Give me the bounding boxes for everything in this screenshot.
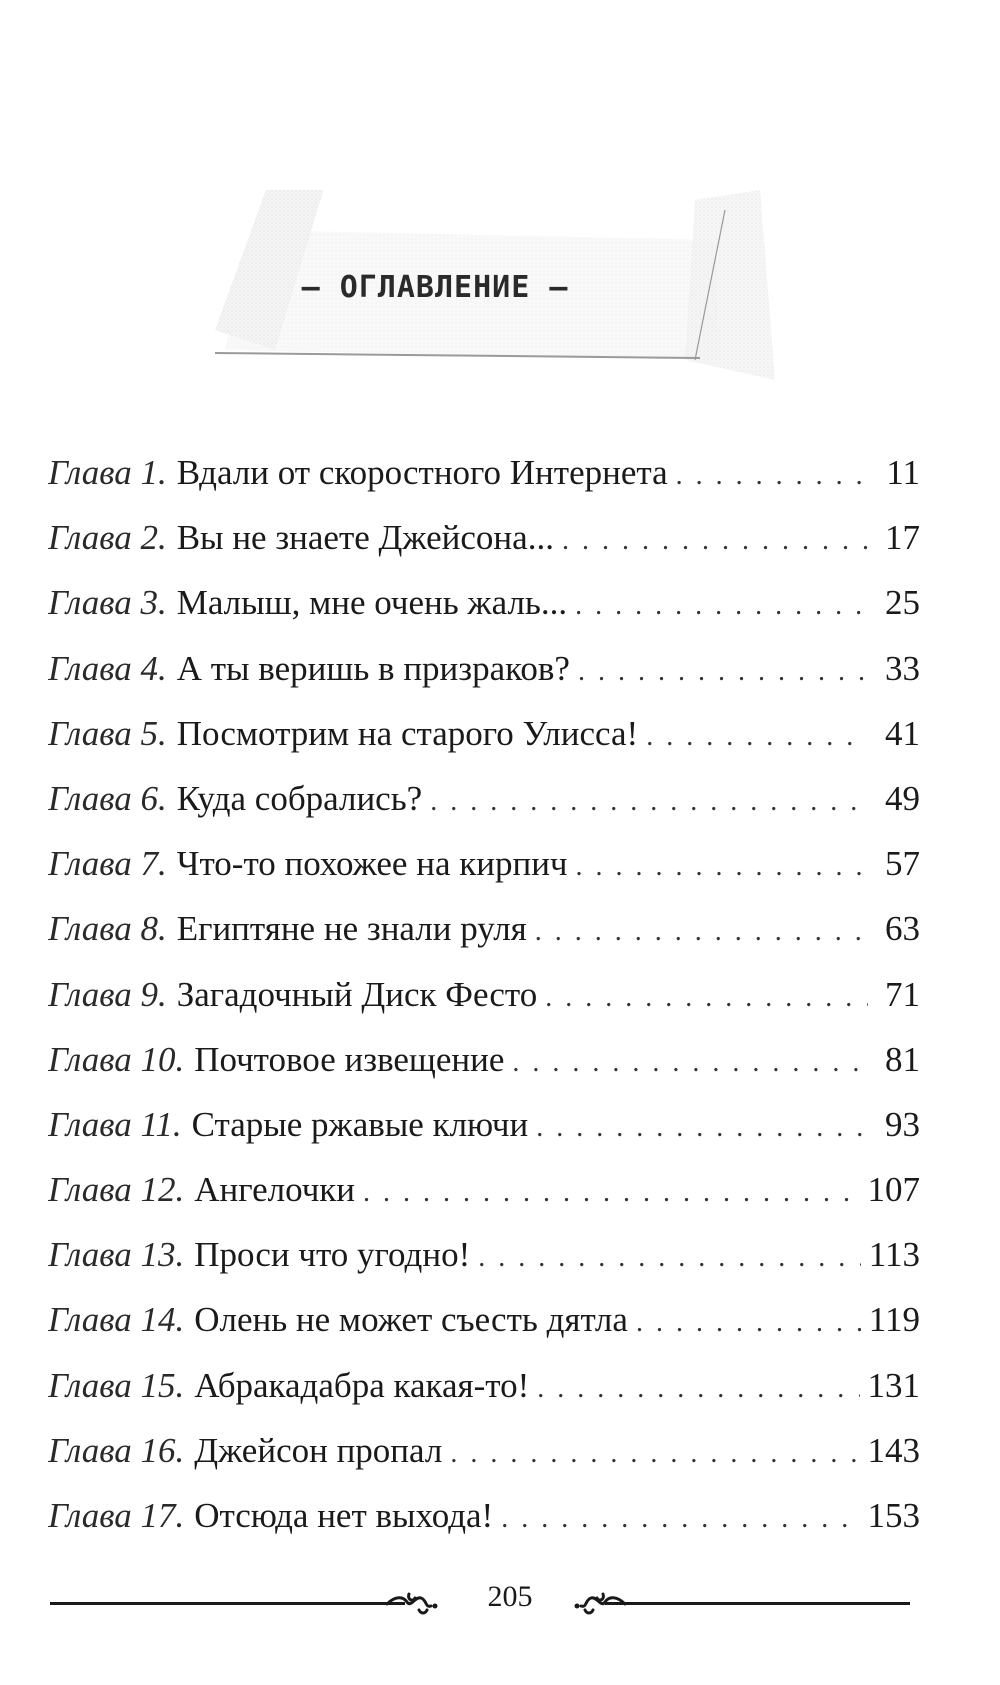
toc-entry	[48, 1430, 920, 1495]
chapter-title: Старые ржавые ключи	[191, 1104, 529, 1144]
chapter-page-number: 81	[885, 1039, 920, 1079]
chapter-title: Абракадабра какая-то!	[194, 1365, 530, 1405]
chapter-page-number: 113	[868, 1235, 920, 1275]
chapter-label: Глава 14.	[48, 1300, 185, 1340]
chapter-label: Глава 6.	[48, 778, 167, 818]
toc-entry	[48, 713, 920, 778]
chapter-title: Проси что угодно!	[194, 1235, 471, 1275]
chapter-page-number: 131	[867, 1365, 920, 1405]
chapter-page-number: 57	[885, 844, 920, 884]
chapter-title: Олень не может съесть дятла	[194, 1300, 628, 1340]
chapter-label: Глава 3.	[48, 583, 167, 623]
dot-leader	[578, 651, 868, 693]
chapter-label: Глава 10.	[48, 1039, 185, 1079]
chapter-title: Вы не знаете Джейсона...	[176, 518, 554, 558]
toc-entry	[48, 1234, 920, 1299]
chapter-label: Глава 1.	[48, 453, 167, 492]
page-footer	[40, 1580, 920, 1640]
chapter-title: Загадочный Диск Фесто	[176, 974, 538, 1014]
dot-leader	[450, 1433, 859, 1475]
chapter-title: Ангелочки	[194, 1170, 356, 1210]
chapter-title: Посмотрим на старого Улисса!	[176, 713, 639, 753]
dot-leader	[545, 977, 868, 1019]
dot-leader	[363, 1172, 859, 1214]
heading-text: ОГЛАВЛЕНИЕ	[339, 270, 531, 305]
dot-leader	[537, 1368, 859, 1410]
chapter-label: Глава 4.	[48, 648, 167, 688]
toc-entry	[48, 908, 920, 973]
heading-dash-right: –	[549, 270, 569, 305]
dot-leader	[501, 1498, 859, 1540]
dot-leader	[636, 1302, 861, 1344]
chapter-title: Малыш, мне очень жаль...	[176, 583, 568, 623]
chapter-label: Глава 13.	[48, 1235, 185, 1275]
chapter-label: Глава 11.	[48, 1104, 182, 1144]
toc-entry	[48, 778, 920, 843]
chapter-label: Глава 5.	[48, 713, 167, 753]
toc-entry	[48, 1299, 920, 1364]
chapter-title: Джейсон пропал	[194, 1430, 443, 1470]
chapter-label: Глава 16.	[48, 1430, 185, 1470]
chapter-title: Египтяне не знали руля	[176, 909, 527, 949]
dot-leader	[535, 911, 868, 953]
toc-entry	[48, 1365, 920, 1430]
chapter-title: Куда собрались?	[176, 778, 423, 818]
dot-leader	[562, 520, 868, 562]
dot-leader	[512, 1042, 868, 1084]
chapter-label: Глава 8.	[48, 909, 167, 949]
chapter-title: Отсюда нет выхода!	[194, 1496, 494, 1535]
chapter-page-number: 71	[885, 974, 920, 1014]
chapter-page-number: 153	[867, 1496, 920, 1535]
toc-entry	[48, 1169, 920, 1234]
dot-leader	[536, 1107, 868, 1149]
chapter-label: Глава 15.	[48, 1365, 185, 1405]
toc-entry	[48, 582, 920, 647]
toc-entry	[48, 517, 920, 582]
toc-entry	[48, 1104, 920, 1169]
chapter-label: Глава 9.	[48, 974, 167, 1014]
dot-leader	[575, 585, 868, 627]
chapter-page-number: 41	[885, 713, 920, 753]
chapter-title: Вдали от скоростного Интернета	[176, 453, 668, 492]
chapter-page-number: 17	[885, 518, 920, 558]
chapter-title: А ты веришь в призраков?	[176, 648, 570, 688]
chapter-title: Что-то похожее на кирпич	[176, 844, 568, 884]
chapter-page-number: 119	[868, 1300, 920, 1340]
dot-leader	[430, 781, 868, 823]
chapter-label: Глава 12.	[48, 1170, 185, 1210]
footer-rule-left	[50, 1602, 405, 1605]
dot-leader	[646, 716, 868, 758]
dot-leader	[478, 1237, 861, 1279]
chapter-page-number: 11	[886, 453, 920, 492]
chapter-page-number: 49	[885, 778, 920, 818]
footer-rule-right	[605, 1602, 910, 1605]
dot-leader	[676, 455, 868, 497]
toc-entry	[48, 648, 920, 713]
chapter-page-number: 107	[867, 1170, 920, 1210]
toc-entry	[48, 452, 920, 517]
page-number: 205	[487, 1580, 533, 1613]
chapter-label: Глава 7.	[48, 844, 167, 884]
toc-heading	[215, 270, 655, 305]
chapter-title: Почтовое извещение	[194, 1039, 505, 1079]
toc-entry	[48, 843, 920, 908]
toc-entry	[48, 974, 920, 1039]
chapter-page-number: 33	[885, 648, 920, 688]
chapter-page-number: 93	[885, 1104, 920, 1144]
chapter-page-number: 25	[885, 583, 920, 623]
chapter-label: Глава 17.	[48, 1496, 185, 1535]
chapter-label: Глава 2.	[48, 518, 167, 558]
ornament-left-icon	[385, 1588, 440, 1618]
chapter-page-number: 63	[885, 909, 920, 949]
dot-leader	[576, 846, 868, 888]
toc-entry	[48, 1039, 920, 1104]
table-of-contents	[48, 452, 920, 1560]
chapter-page-number: 143	[867, 1430, 920, 1470]
heading-dash-left: –	[301, 270, 321, 305]
toc-entry	[48, 1495, 920, 1560]
